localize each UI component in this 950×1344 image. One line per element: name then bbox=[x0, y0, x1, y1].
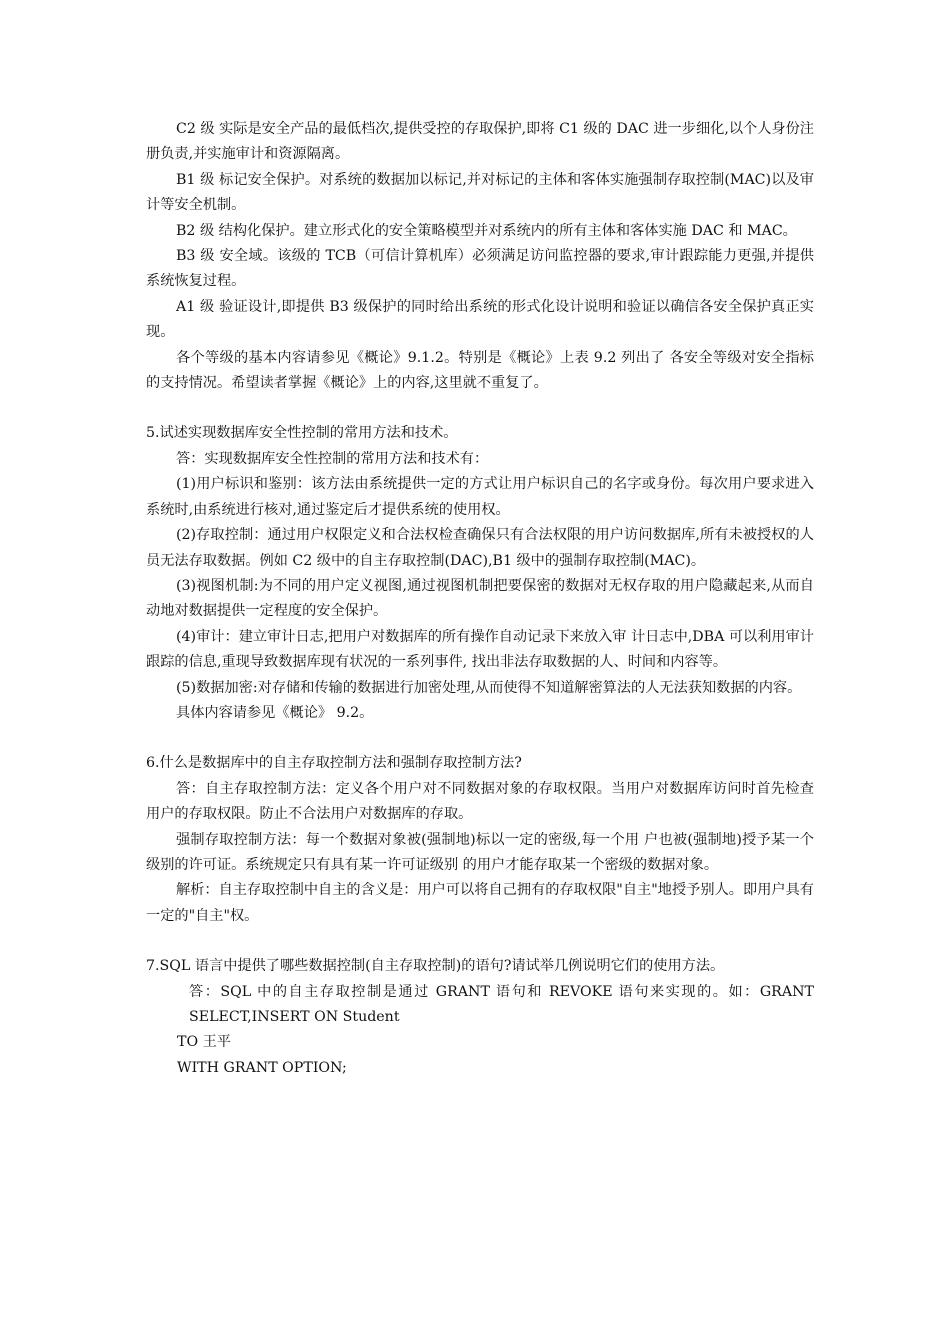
code-line-with-grant: WITH GRANT OPTION; bbox=[177, 1059, 347, 1076]
answer-5-intro: 答：实现数据库安全性控制的常用方法和技术有： bbox=[176, 450, 489, 467]
paragraph-b1-level: B1 级 标记安全保护。对系统的数据加以标记,并对标记的主体和客体实施强制存取控制(MAC)以及审计等安全机制。 bbox=[146, 171, 814, 214]
answer-5-item-1: (1)用户标识和鉴别：该方法由系统提供一定的方式让用户标识自己的名字或身份。每次用户要求进入系统时,由系统进行核对,通过鉴定后才提供系统的使用权。 bbox=[146, 476, 814, 518]
answer-5-item-5: (5)数据加密:对存储和传输的数据进行加密处理,从而使得不知道解密算法的人无法获知数据的内容。 bbox=[176, 679, 802, 696]
answer-5-reference: 具体内容请参见《概论》 9.2。 bbox=[176, 704, 374, 721]
answer-7-intro: 答：SQL 中的自主存取控制是通过 GRANT 语句和 REVOKE 语句来实现的。如：GRANT SELECT,INSERT ON Student bbox=[189, 983, 814, 1025]
answer-5-item-2: (2)存取控制：通过用户权限定义和合法权检查确保只有合法权限的用户访问数据库,所有未被授权的人员无法存取数据。例如 C2 级中的自主存取控制(DAC),B1 级中的强制存取控制(MAC)。 bbox=[146, 527, 814, 569]
answer-6-dac: 答：自主存取控制方法：定义各个用户对不同数据对象的存取权限。当用户对数据库访问时首先检查用户的存取权限。防止不合法用户对数据库的存取。 bbox=[146, 780, 814, 823]
answer-6-analysis: 解析：自主存取控制中自主的含义是：用户可以将自己拥有的存取权限"自主"地授予别人。即用户具有一定的"自主"权。 bbox=[146, 882, 814, 924]
paragraph-b2-level: B2 级 结构化保护。建立形式化的安全策略模型并对系统内的所有主体和客体实施 DAC 和 MAC。 bbox=[176, 222, 797, 239]
question-7-heading: 7.SQL 语言中提供了哪些数据控制(自主存取控制)的语句?请试举几例说明它们的使用方法。 bbox=[146, 958, 725, 975]
question-5-heading: 5.试述实现数据库安全性控制的常用方法和技术。 bbox=[146, 425, 458, 442]
paragraph-a1-level: A1 级 验证设计,即提供 B3 级保护的同时给出系统的形式化设计说明和验证以确信各安全保护真正实现。 bbox=[146, 298, 814, 341]
answer-5-item-3: (3)视图机制:为不同的用户定义视图,通过视图机制把要保密的数据对无权存取的用户隐藏起来,从而自动地对数据提供一定程度的安全保护。 bbox=[146, 577, 814, 620]
paragraph-levels-reference: 各个等级的基本内容请参见《概论》9.1.2。特别是《概论》上表 9.2 列出了 各安全等级对安全指标的支持情况。希望读者掌握《概论》上的内容,这里就不重复了。 bbox=[146, 349, 814, 392]
answer-5-item-4: (4)审计：建立审计日志,把用户对数据库的所有操作自动记录下来放入审 计日志中,DBA 可以利用审计跟踪的信息,重现导致数据库现有状况的一系列事件, 找出非法存取数据的人、时间和内容等。 bbox=[146, 628, 814, 671]
paragraph-c2-level: C2 级 实际是安全产品的最低档次,提供受控的存取保护,即将 C1 级的 DAC 进一步细化,以个人身份注册负责,并实施审计和资源隔离。 bbox=[146, 121, 814, 163]
paragraph-b3-level: B3 级 安全域。该级的 TCB（可信计算机库）必须满足访问监控器的要求,审计跟踪能力更强,并提供系统恢复过程。 bbox=[146, 248, 814, 290]
document-page bbox=[146, 117, 814, 1081]
question-6-heading: 6.什么是数据库中的自主存取控制方法和强制存取控制方法? bbox=[146, 755, 522, 772]
code-line-to: TO 王平 bbox=[177, 1034, 231, 1051]
answer-6-mac: 强制存取控制方法：每一个数据对象被(强制地)标以一定的密级,每一个用 户也被(强制地)授予某一个级别的许可证。系统规定只有具有某一许可证级别 的用户才能存取某一个密级的数据对象。 bbox=[146, 831, 814, 873]
